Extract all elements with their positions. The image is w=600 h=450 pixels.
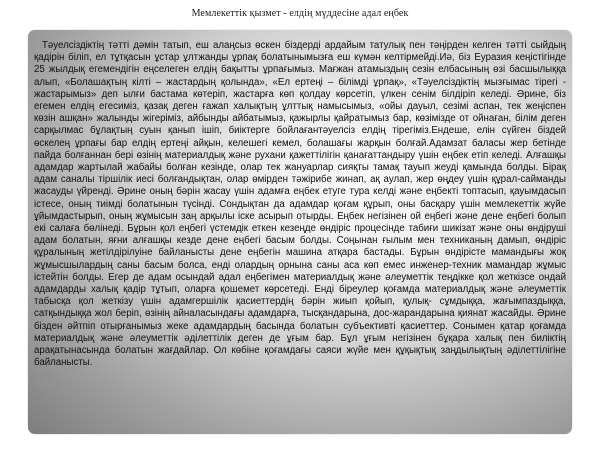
text-panel bbox=[28, 30, 572, 434]
body-text: Тәуелсіздіктің тәтті дәмін татып, еш алаңсыз өскен біздерді ардайым татулық пен тәңірден келген тәтті сыйдың қадірін біліп, ел тұтқасын ұстар ұлтжанды ұрпақ болатынымызға еш күмән келтірмейді.Иә, біз Еуразия кеңістігінде 25 жылдық егемендігін еңселеген елдің бақытты ұрпағымыз. Мағжан атамыздың сезін елбасының өзі басшылыққа алып, «Болашақтың кілті – жастардың қолында», «Ел ертеңі – білімді ұрпақ», «Тәуелсіздіктің мызғымас тірегі - жастарымыз» деп ылғи бастама көтеріп, жастарға көп қолдау көрсетіп, үлкен сенім білдіріп келеді. Әрине, біз егемен елдің егесиміз, қазақ деген ғажап халықтың ұлттық намысымыз, «ойы дауыл, сезімі аспан, тек жеңіспен көзін ашқан» жалынды жігеріміз, айбынды айбатымыз, қажырлы қайратымыз бар, көзімізде от ойнаған, білім деген сарқылмас бұлақтың суын қанып ішіп, биіктерге бойлағантәуелсіз елдің тірегіміз.Ендеше, елін сүйген біздей өскелең ұрпағы бар елдің ертеңі айқын, келешегі кемел, болашағы жарқын болғай.Адамзат баласы жер бетінде пайда болғаннан бері өзінің материалдық және рухани қажеттілігін қанағаттандыру үшін еңбек етіп келеді. Алғашқы адамдар жартылай жабайы болған кезінде, олар тек жануарлар сияқты тамақ тауып жеуді қамында болды. Бірақ адам саналы тіршілік иесі болғандықтан, олар өмірден тәжірибе жинап, ақ аулап, жер өңдеу үшін құрал-сайманды жасауды үйренді. Әрине оның бәрін жасау үшін адамға еңбек етуге тура келді және еңбекті топтасып, қауымдасып істесе, оның тиімді болатынын түсінді. Сондықтан да адамдар қоғам құрып, оны басқару үшін мемлекеттік жүйе ұйымдастырып, оның жұмысын заң арқылы іске асырып отырды. Еңбек негізінен ой еңбегі және дене еңбегі болып екі салаға бөлінеді. Бұрын қол еңбегі үстемдік еткен кезеңде өндіріс процесінде табиғи шикізат және оны өндіруші адам болатын, яғни алғашқы кезде дене еңбегі басым болды. Соңынан ғылым мен техниканың дамып, өндіріс құралының жетілдірілуіне байланысты дене еңбегін машина атқара бастады. Бұрын өндірісте мамандығы жоқ жұмысшылардың саны басым болса, енді олардың орнына саны аса көп емес инженер-техник мамандар жұмыс істейтін болды. Егер де адам осындай адал еңбегімен материалдық және әлеуметтік теңдікке қол жеткізсе ондай адамдарды халық қадір тұтып, оларға қошемет көрсетеді. Енді біреулер қоғамда материалдық және әлеуметтік табысқа қол жеткізу үшін адамгершілік қасиеттердің бәрін жиып қойып, қулық- сұмдыққа, жағымпаздыққа, сатқындыққа жол беріп, өзінің айналасындағы адамдарға, тысқандарына, дос-жарандарына қиянат жасайды. Әрине бізден әйтпіп отырғанымыз жеке адамдардың басында болатын субъективті қасиеттер. Сонымен қатар қоғамда материалдық және әлеуметтік әділеттілік деген де ұғым бар. Бұл ұғым негізінен бұқара халық пен биліктің арақатынасында болатын жағдайлар. Ол көбіне қоғамдағы саяси жүйе мен құқықтық заңдылықтың әділеттілігіне байланысты. bbox=[34, 40, 566, 369]
slide-title: Мемлекеттік қызмет - елдің мүддесіне адал еңбек bbox=[191, 8, 409, 19]
